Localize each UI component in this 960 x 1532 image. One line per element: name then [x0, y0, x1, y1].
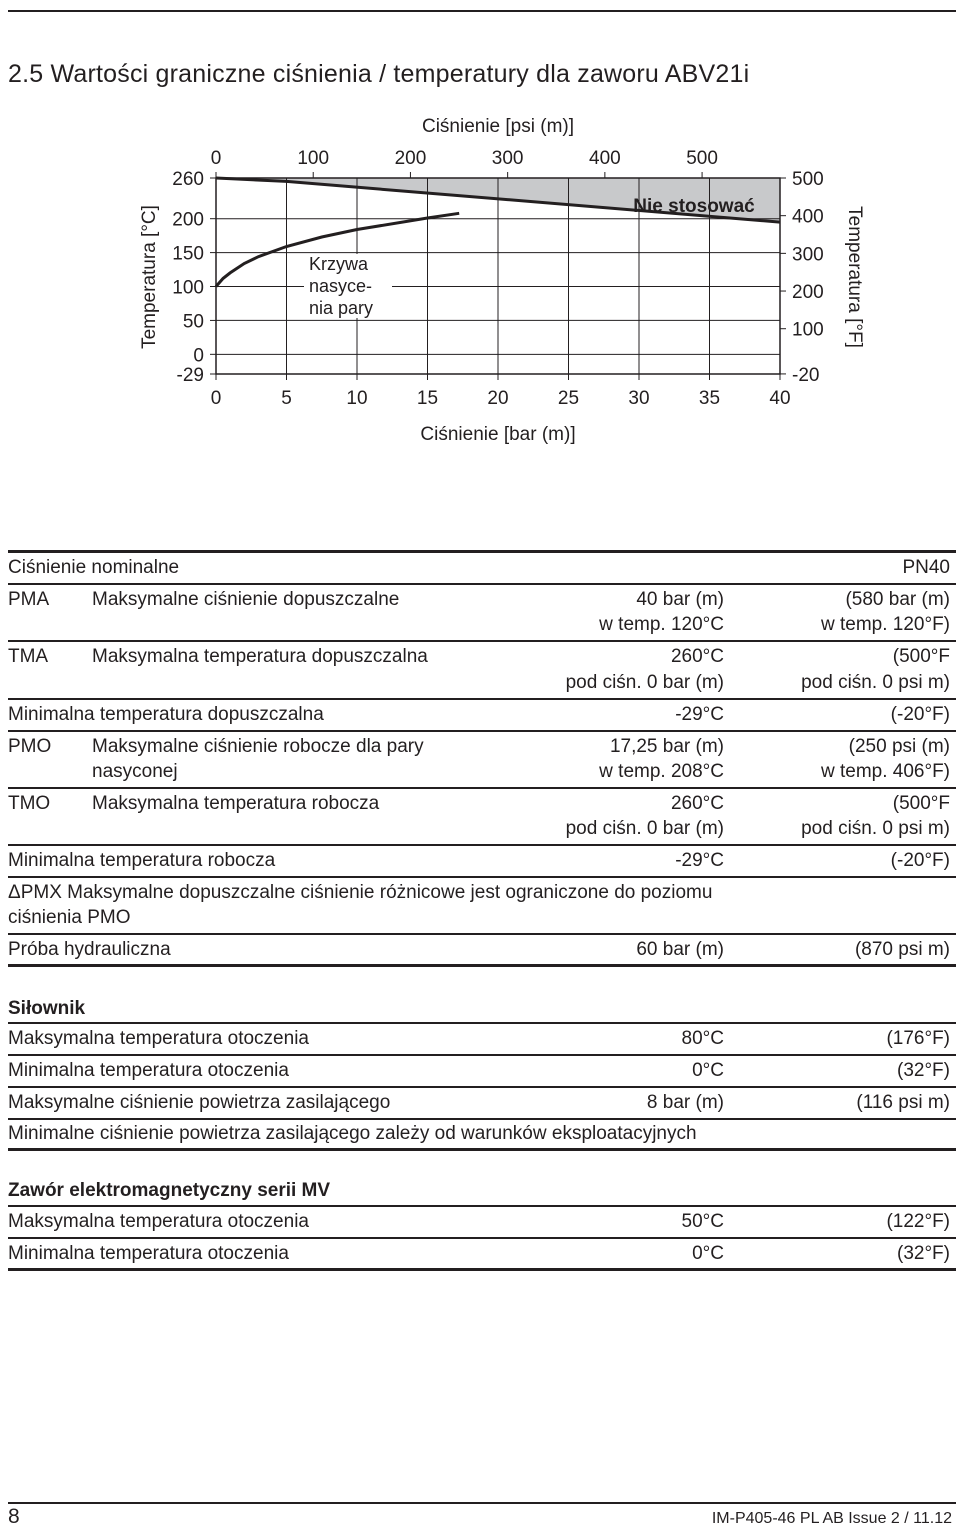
row-metric-1: -29°C — [675, 704, 724, 725]
table-divider — [8, 844, 956, 846]
table-divider — [8, 1205, 956, 1207]
row-metric-1: 50°C — [681, 1211, 724, 1232]
x-bottom-axis-label: Ciśnienie [bar (m)] — [420, 424, 576, 445]
y-celsius-tick-label: 260 — [172, 169, 204, 190]
row-imperial-1: (-20°F) — [890, 704, 950, 725]
table-divider — [8, 1054, 956, 1056]
table-top-rule — [8, 550, 956, 553]
y-celsius-tick-label: -29 — [176, 365, 204, 386]
row-imperial-2: pod ciśn. 0 psi m) — [801, 672, 950, 693]
y-fahrenheit-tick-label: 100 — [792, 319, 824, 341]
row-label-2: nasyconej — [92, 761, 178, 782]
y-fahrenheit-tick-label: -20 — [792, 364, 820, 386]
row-label: Maksymalne ciśnienie robocze dla pary — [92, 736, 424, 757]
x-bar-tick-label: 30 — [628, 388, 650, 409]
x-bar-tick-label: 10 — [346, 388, 368, 409]
x-psi-tick-label: 500 — [686, 148, 718, 169]
x-psi-tick-label: 100 — [297, 148, 330, 169]
pressure-temperature-chart — [0, 100, 960, 450]
row-note-line: ciśnienia PMO — [8, 907, 131, 928]
y-fahrenheit-tick-label: 300 — [792, 244, 824, 266]
x-bar-ticks — [211, 374, 791, 409]
document-reference: IM-P405-46 PL AB Issue 2 / 11.12 — [711, 1510, 952, 1527]
saturation-label — [304, 254, 392, 318]
section-heading: Siłownik — [8, 998, 86, 1019]
row-imperial-1: (500°F — [892, 793, 950, 814]
table-divider — [8, 876, 956, 878]
footer-rule — [8, 1502, 956, 1504]
row-label: Maksymalne ciśnienie dopuszczalne — [92, 589, 400, 610]
row-label: Minimalne ciśnienie powietrza zasilającego zależy od warunków eksploatacyjnych — [8, 1123, 697, 1144]
saturation-label-line: nasyce- — [309, 276, 373, 296]
row-abbr: TMA — [8, 646, 49, 667]
row-metric-1: 17,25 bar (m) — [609, 736, 724, 757]
row-imperial-1: (122°F) — [886, 1211, 950, 1232]
row-imperial-1: (580 bar (m) — [845, 589, 950, 610]
row-metric-1: 80°C — [681, 1028, 724, 1049]
row-imperial-1: (-20°F) — [890, 850, 950, 871]
y-celsius-ticks — [172, 169, 216, 386]
row-label: Minimalna temperatura dopuszczalna — [8, 704, 324, 725]
y-fahrenheit-tick-label: 200 — [792, 282, 824, 304]
nominal-pressure-value: PN40 — [902, 557, 950, 578]
row-metric-1: 260°C — [670, 646, 724, 667]
table-divider — [8, 787, 956, 789]
y-fahrenheit-tick-label: 400 — [792, 206, 824, 228]
table-divider — [8, 933, 956, 935]
y-celsius-tick-label: 0 — [193, 345, 204, 367]
row-imperial-1: (500°F — [892, 646, 950, 667]
y-fahrenheit-tick-label: 500 — [792, 169, 824, 190]
row-metric-1: 8 bar (m) — [646, 1092, 724, 1113]
row-label: Próba hydrauliczna — [8, 939, 171, 960]
table-divider — [8, 1237, 956, 1239]
row-label: Maksymalna temperatura dopuszczalna — [92, 646, 428, 667]
table-bottom-rule — [8, 1148, 956, 1151]
row-metric-2: pod ciśn. 0 bar (m) — [565, 818, 724, 839]
row-imperial-1: (870 psi m) — [854, 939, 950, 960]
row-metric-2: w temp. 208°C — [599, 761, 724, 782]
x-bar-tick-label: 35 — [698, 388, 721, 409]
table-bottom-rule — [8, 1268, 956, 1271]
row-metric-1: 40 bar (m) — [636, 589, 724, 610]
row-label: Maksymalna temperatura otoczenia — [8, 1211, 309, 1232]
x-psi-tick-label: 400 — [589, 148, 621, 169]
nominal-pressure-label: Ciśnienie nominalne — [8, 557, 180, 578]
table-divider — [8, 1086, 956, 1088]
row-imperial-1: (32°F) — [897, 1243, 950, 1264]
y-fahrenheit-ticks — [780, 169, 824, 386]
x-bar-tick-label: 0 — [210, 388, 222, 409]
table-divider — [8, 730, 956, 732]
do-not-use-label: Nie stosować — [633, 196, 755, 217]
row-label: Minimalna temperatura robocza — [8, 850, 276, 871]
row-label: Maksymalna temperatura robocza — [92, 793, 380, 814]
row-metric-1: 60 bar (m) — [636, 939, 724, 960]
y-celsius-tick-label: 200 — [172, 209, 204, 231]
row-imperial-1: (32°F) — [897, 1060, 950, 1081]
row-label: Minimalna temperatura otoczenia — [8, 1243, 289, 1264]
saturation-label-line: nia pary — [309, 298, 374, 318]
x-psi-ticks — [211, 148, 718, 178]
row-metric-1: 0°C — [692, 1243, 724, 1264]
row-metric-2: pod ciśn. 0 bar (m) — [565, 672, 724, 693]
saturation-label-line: Krzywa — [309, 254, 369, 274]
x-bar-tick-label: 25 — [557, 388, 580, 409]
table-divider — [8, 583, 956, 585]
row-label: Maksymalna temperatura otoczenia — [8, 1028, 309, 1049]
row-metric-1: 0°C — [692, 1060, 724, 1081]
page-title: 2.5 Wartości graniczne ciśnienia / temperatury dla zaworu ABV21i — [8, 60, 750, 88]
row-imperial-1: (116 psi m) — [856, 1092, 950, 1113]
row-imperial-2: pod ciśn. 0 psi m) — [801, 818, 950, 839]
table-bottom-rule — [8, 964, 956, 967]
row-metric-2: w temp. 120°C — [599, 614, 724, 635]
row-imperial-2: w temp. 406°F) — [820, 761, 950, 782]
row-label: Maksymalne ciśnienie powietrza zasilającego — [8, 1092, 391, 1113]
y-right-axis-label: Temperatura [°F] — [844, 206, 865, 348]
table-divider — [8, 1118, 956, 1120]
row-metric-1: -29°C — [675, 850, 724, 871]
x-psi-tick-label: 300 — [491, 148, 524, 169]
y-left-axis-label: Temperatura [°C] — [139, 205, 160, 349]
table-divider — [8, 640, 956, 642]
top-rule — [8, 10, 956, 12]
x-psi-tick-label: 0 — [210, 148, 222, 169]
section-heading: Zawór elektromagnetyczny serii MV — [8, 1180, 331, 1201]
row-abbr: PMO — [8, 736, 52, 757]
row-note-line: ΔPMX Maksymalne dopuszczalne ciśnienie różnicowe jest ograniczone do poziomu — [8, 882, 713, 903]
row-label: Minimalna temperatura otoczenia — [8, 1060, 289, 1081]
row-abbr: TMO — [8, 793, 51, 814]
page-number: 8 — [8, 1505, 20, 1528]
x-top-axis-label: Ciśnienie [psi (m)] — [421, 116, 575, 137]
table-divider — [8, 1022, 956, 1024]
row-metric-1: 260°C — [670, 793, 724, 814]
y-celsius-tick-label: 50 — [182, 311, 204, 333]
row-imperial-1: (250 psi (m) — [848, 736, 950, 757]
row-abbr: PMA — [8, 589, 50, 610]
table-divider — [8, 698, 956, 700]
x-psi-tick-label: 200 — [394, 148, 427, 169]
row-imperial-1: (176°F) — [886, 1028, 950, 1049]
x-bar-tick-label: 5 — [281, 388, 292, 409]
y-celsius-tick-label: 150 — [172, 243, 204, 265]
x-bar-tick-label: 40 — [769, 388, 791, 409]
x-bar-tick-label: 15 — [416, 388, 439, 409]
x-bar-tick-label: 20 — [487, 388, 509, 409]
y-celsius-tick-label: 100 — [172, 277, 204, 299]
row-imperial-2: w temp. 120°F) — [820, 614, 950, 635]
